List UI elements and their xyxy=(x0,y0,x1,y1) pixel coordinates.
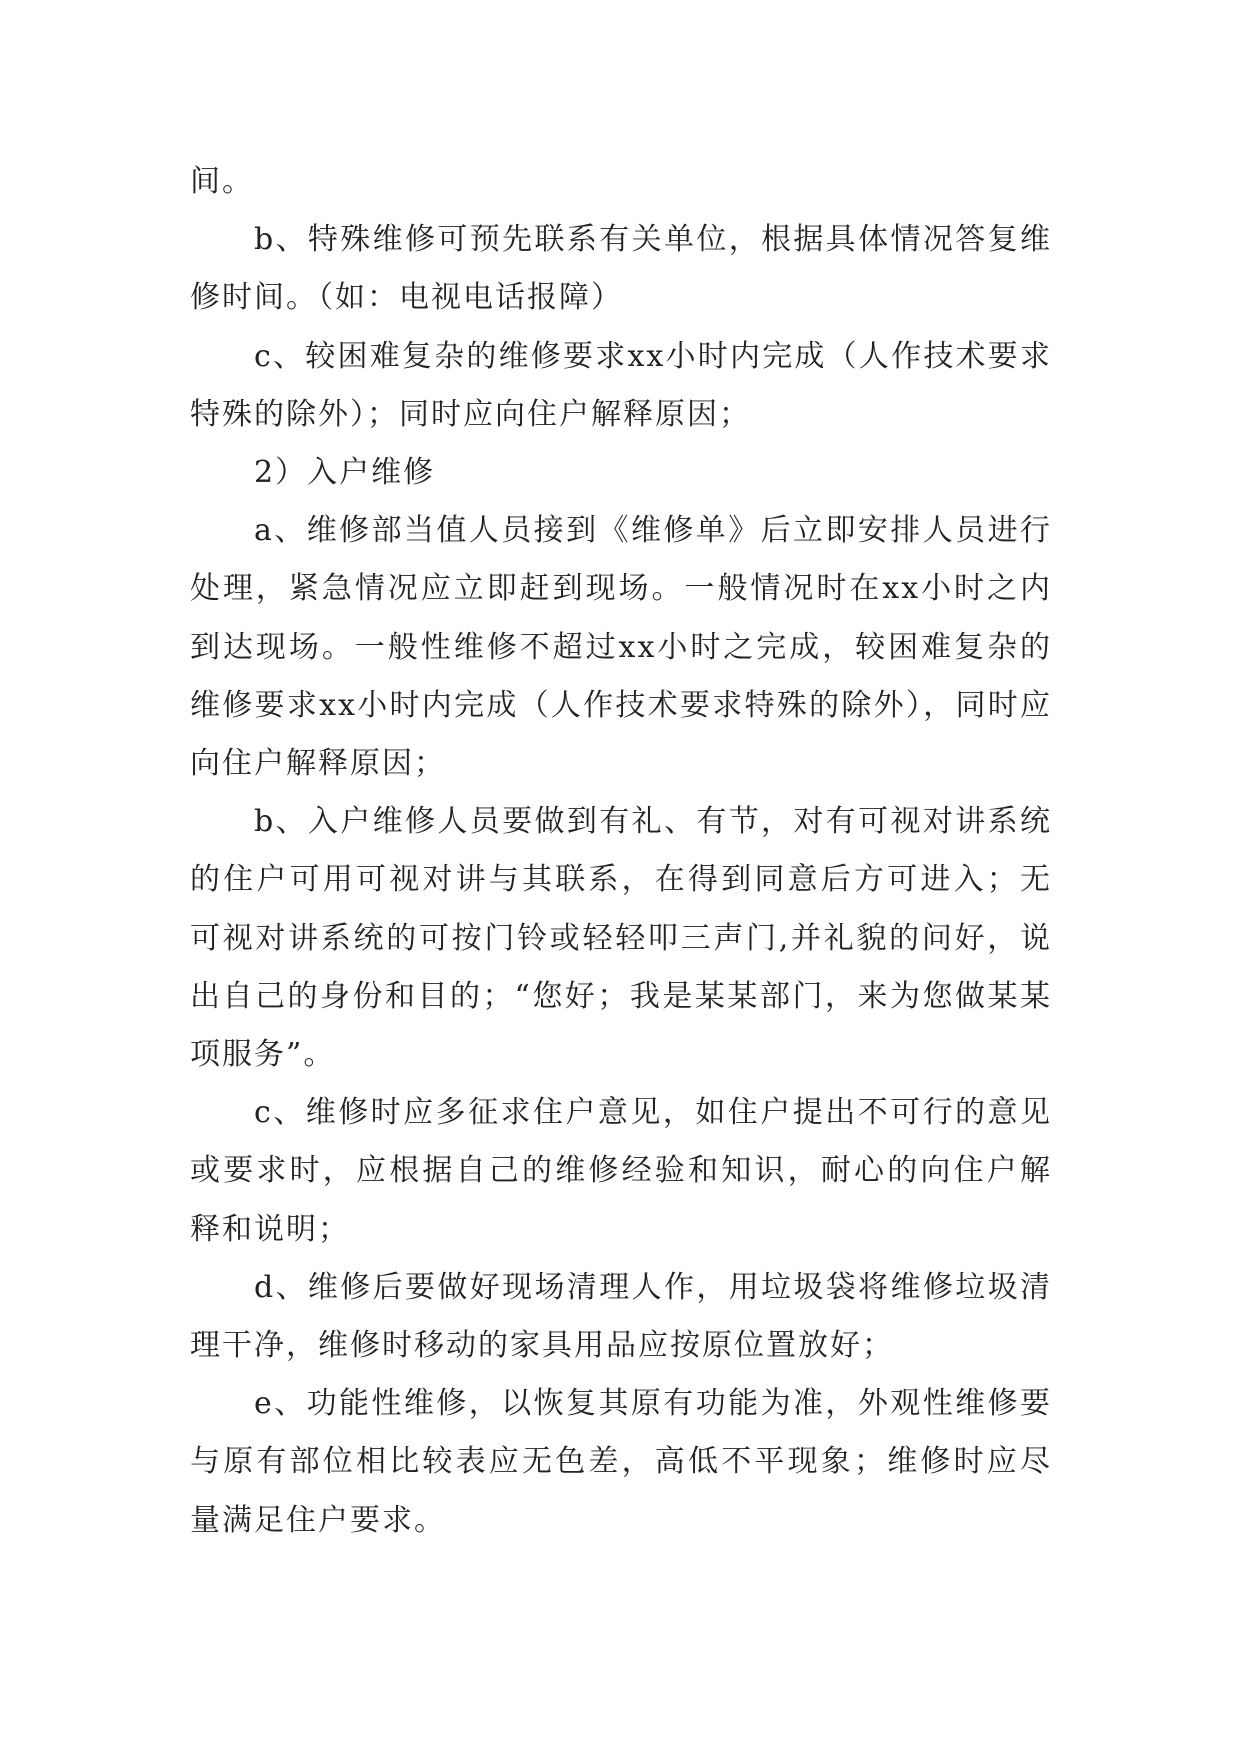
paragraph-item-b-courtesy: b、入户维修人员要做到有礼、有节，对有可视对讲系统的住户可用可视对讲与其联系，在得到同意后方可进入；无可视对讲系统的可按门铃或轻轻叩三声门,并礼貌的问好，说出自己的身份和目的；“您好；我是某某部门，来为您做某某项服务”。 xyxy=(190,804,1052,1073)
section-heading-home-repair: 2）入户维修 xyxy=(254,455,436,491)
paragraph-item-e-functional-repair: e、功能性维修，以恢复其原有功能为准，外观性维修要与原有部位相比较表应无色差，高低不平现象；维修时应尽量满足住户要求。 xyxy=(190,1386,1052,1538)
paragraph-item-b-special-repair: b、特殊维修可预先联系有关单位，根据具体情况答复维修时间。（如：电视电话报障） xyxy=(190,222,1052,316)
paragraph-item-c-resident-opinion: c、维修时应多征求住户意见，如住户提出不可行的意见或要求时，应根据自己的维修经验和知识，耐心的向住户解释和说明； xyxy=(190,1095,1052,1247)
paragraph-continuation: 间。 xyxy=(190,164,254,199)
paragraph-item-c-complex-repair: c、较困难复杂的维修要求xx小时内完成（人作技术要求特殊的除外）；同时应向住户解释原因； xyxy=(190,338,1052,432)
document-body xyxy=(190,153,1052,1550)
paragraph-item-d-cleanup: d、维修后要做好现场清理人作，用垃圾袋将维修垃圾清理干净，维修时移动的家具用品应按原位置放好； xyxy=(190,1269,1052,1364)
paragraph-item-a-duty-staff: a、维修部当值人员接到《维修单》后立即安排人员进行处理，紧急情况应立即赶到现场。一般情况时在xx小时之内到达现场。一般性维修不超过xx小时之完成，较困难复杂的维修要求xx小时内完成（人作技术要求特殊的除外），同时应向住户解释原因； xyxy=(190,513,1052,782)
